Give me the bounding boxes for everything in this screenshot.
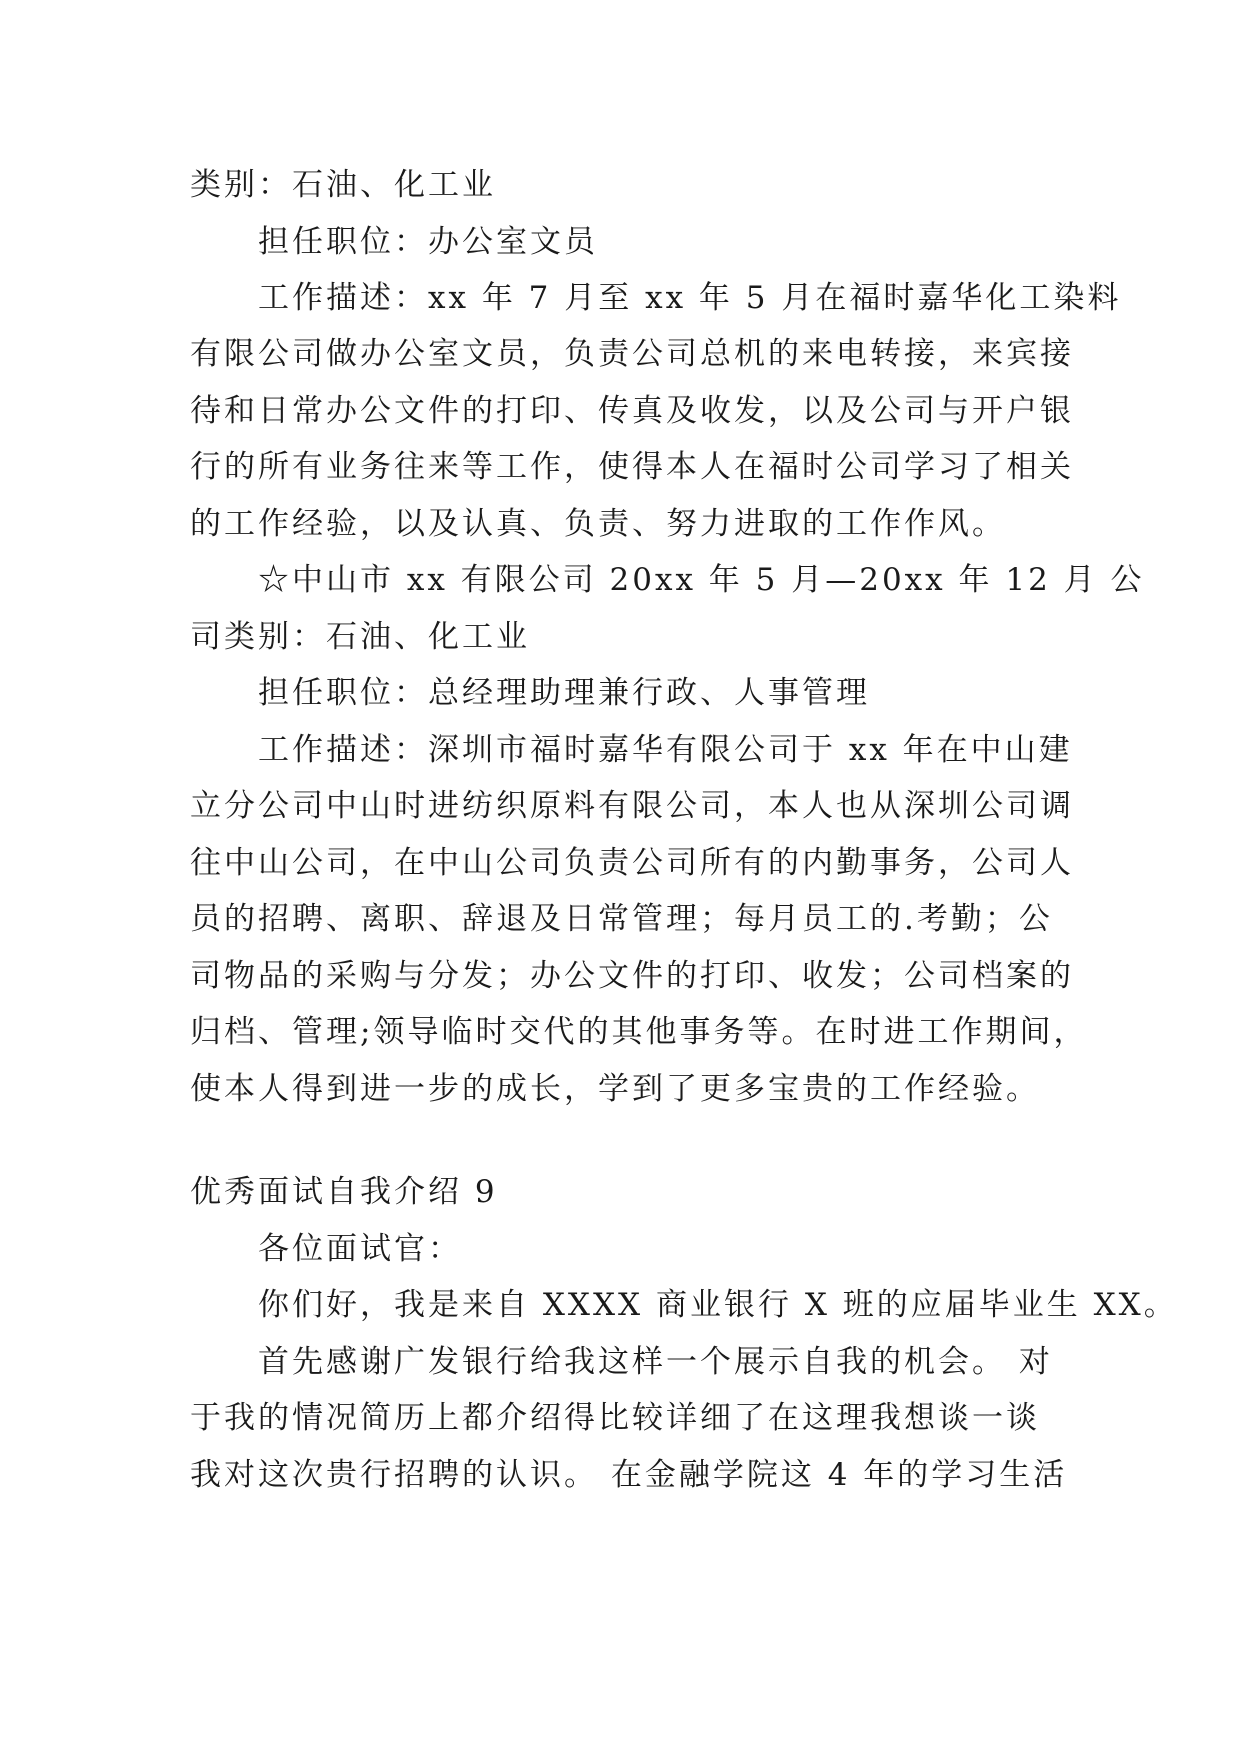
text-line: 司类别：石油、化工业 (190, 619, 530, 655)
text-line: 司物品的采购与分发；办公文件的打印、收发；公司档案的 (190, 958, 1074, 994)
text-line: 的工作经验，以及认真、负责、努力进取的工作作风。 (190, 506, 1006, 542)
text-line: 员的招聘、离职、辞退及日常管理；每月员工的.考勤；公 (190, 901, 1053, 937)
text-line: 工作描述：xx 年 7 月至 xx 年 5 月在福时嘉华化工染料 (258, 280, 1122, 316)
text-line: 你们好，我是来自 XXXX 商业银行 X 班的应届毕业生 XX。 (258, 1287, 1178, 1323)
text-line: 首先感谢广发银行给我这样一个展示自我的机会。 对 (258, 1344, 1053, 1380)
section-heading: 优秀面试自我介绍 9 (190, 1174, 498, 1210)
text-line: 有限公司做办公室文员，负责公司总机的来电转接，来宾接 (190, 336, 1074, 372)
text-line: 使本人得到进一步的成长，学到了更多宝贵的工作经验。 (190, 1071, 1040, 1107)
text-line: 担任职位：总经理助理兼行政、人事管理 (258, 675, 870, 711)
text-line: 类别：石油、化工业 (190, 167, 496, 203)
text-line: 待和日常办公文件的打印、传真及收发，以及公司与开户银 (190, 393, 1074, 429)
text-line: 各位面试官： (258, 1231, 462, 1267)
text-line: 行的所有业务往来等工作，使得本人在福时公司学习了相关 (190, 449, 1074, 485)
text-line: 我对这次贵行招聘的认识。 在金融学院这 4 年的学习生活 (190, 1457, 1068, 1493)
text-line: 归档、管理;领导临时交代的其他事务等。在时进工作期间， (190, 1014, 1088, 1050)
text-line: 于我的情况简历上都介绍得比较详细了在这理我想谈一谈 (190, 1400, 1040, 1436)
text-line: 立分公司中山时进纺织原料有限公司，本人也从深圳公司调 (190, 788, 1074, 824)
text-line: 担任职位：办公室文员 (258, 224, 598, 260)
text-line: 工作描述：深圳市福时嘉华有限公司于 xx 年在中山建 (258, 732, 1073, 768)
text-line: 往中山公司，在中山公司负责公司所有的内勤事务，公司人 (190, 845, 1074, 881)
text-line: ☆中山市 xx 有限公司 20xx 年 5 月—20xx 年 12 月 公 (258, 562, 1145, 598)
